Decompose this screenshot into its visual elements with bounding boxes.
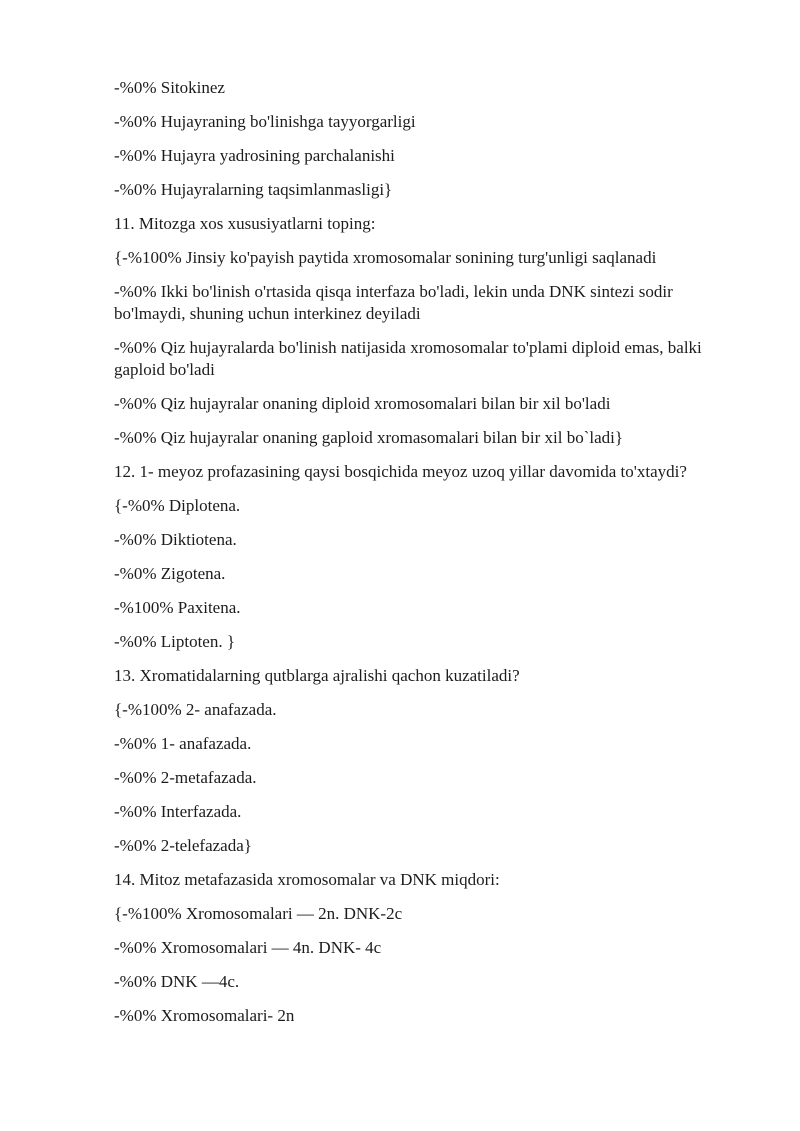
answer-option: -%0% Qiz hujayralar onaning gaploid xromasomalari bilan bir xil bo`ladi} <box>114 428 624 447</box>
answer-option: -%0% Zigotena. <box>114 564 226 583</box>
text-line: -%0% Sitokinez <box>114 78 225 97</box>
answer-option: -%0% Diktiotena. <box>114 530 237 549</box>
answer-option: {-%100% Jinsiy ko'payish paytida xromosomalar sonining turg'unligi saqlanadi <box>114 248 657 267</box>
text-line: -%0% Hujayraning bo'linishga tayyorgarligi <box>114 112 416 131</box>
question-12: 12. 1- meyoz profazasining qaysi bosqichida meyoz uzoq yillar davomida to'xtaydi? <box>114 462 687 481</box>
answer-option: {-%100% Xromosomalari — 2n. DNK-2c <box>114 904 403 923</box>
answer-option: -%0% Liptoten. } <box>114 632 235 651</box>
answer-option: -%0% Xromosomalari — 4n. DNK- 4c <box>114 938 382 957</box>
question-14: 14. Mitoz metafazasida xromosomalar va DNK miqdori: <box>114 870 500 889</box>
answer-option: -%0% Qiz hujayralarda bo'linish natijasida xromosomalar to'plami diploid emas, balki gaploid bo'ladi <box>114 338 702 379</box>
answer-option: {-%100% 2- anafazada. <box>114 700 277 719</box>
answer-option: -%0% Qiz hujayralar onaning diploid xromosomalari bilan bir xil bo'ladi <box>114 394 611 413</box>
question-11: 11. Mitozga xos xususiyatlarni toping: <box>114 214 376 233</box>
answer-option: -%0% Ikki bo'linish o'rtasida qisqa interfaza bo'ladi, lekin unda DNK sintezi sodir bo'lmaydi, shuning uchun interkinez deyiladi <box>114 282 673 323</box>
document-body <box>114 77 746 1039</box>
answer-option: -%0% 1- anafazada. <box>114 734 252 753</box>
answer-option: -%0% 2-telefazada} <box>114 836 252 855</box>
text-line: -%0% Hujayra yadrosining parchalanishi <box>114 146 395 165</box>
answer-option: -%0% DNK —4c. <box>114 972 240 991</box>
answer-option: {-%0% Diplotena. <box>114 496 241 515</box>
text-line: -%0% Hujayralarning taqsimlanmasligi} <box>114 180 393 199</box>
answer-option: -%0% Interfazada. <box>114 802 242 821</box>
question-13: 13. Xromatidalarning qutblarga ajralishi qachon kuzatiladi? <box>114 666 520 685</box>
answer-option: -%0% 2-metafazada. <box>114 768 257 787</box>
answer-option: -%0% Xromosomalari- 2n <box>114 1006 295 1025</box>
answer-option: -%100% Paxitena. <box>114 598 241 617</box>
